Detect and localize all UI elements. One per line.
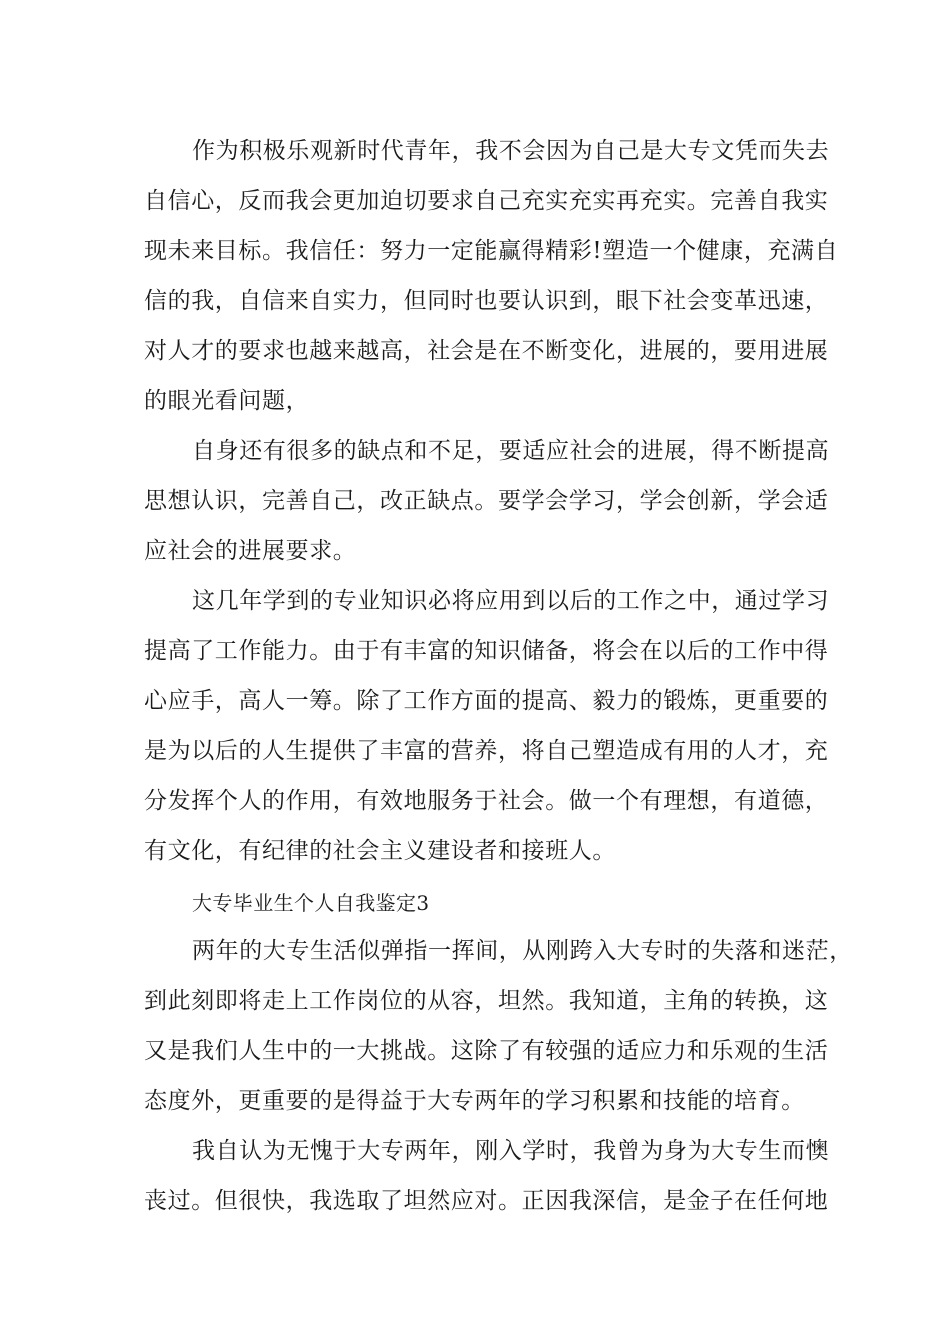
paragraph-4-line-4: 态度外，更重要的是得益于大专两年的学习积累和技能的培育。	[144, 1088, 805, 1114]
paragraph-1-line-6: 的眼光看问题，	[144, 388, 310, 414]
paragraph-4-line-1: 两年的大专生活似弹指一挥间，从刚跨入大专时的失落和迷茫，	[192, 938, 853, 964]
paragraph-4-line-2: 到此刻即将走上工作岗位的从容，坦然。我知道，主角的转换，这	[144, 988, 829, 1014]
paragraph-3-line-5: 分发挥个人的作用，有效地服务于社会。做一个有理想，有道德，	[144, 788, 829, 814]
paragraph-1-line-1: 作为积极乐观新时代青年，我不会因为自己是大专文凭而失去	[192, 138, 830, 164]
paragraph-4-line-3: 又是我们人生中的一大挑战。这除了有较强的适应力和乐观的生活	[144, 1038, 829, 1064]
paragraph-3-line-6: 有文化，有纪律的社会主义建设者和接班人。	[144, 838, 616, 864]
paragraph-1-line-4: 信的我，自信来自实力，但同时也要认识到，眼下社会变革迅速，	[144, 288, 829, 314]
section-heading: 大专毕业生个人自我鉴定3	[192, 891, 430, 915]
paragraph-2-line-2: 思想认识，完善自己，改正缺点。要学会学习，学会创新，学会适	[144, 488, 829, 514]
paragraph-5-line-2: 丧过。但很快，我选取了坦然应对。正因我深信，是金子在任何地	[144, 1188, 829, 1214]
paragraph-2-line-3: 应社会的进展要求。	[144, 538, 357, 564]
paragraph-3-line-3: 心应手，高人一筹。除了工作方面的提高、毅力的锻炼，更重要的	[144, 688, 829, 714]
paragraph-3-line-2: 提高了工作能力。由于有丰富的知识储备，将会在以后的工作中得	[144, 638, 829, 664]
paragraph-1-line-5: 对人才的要求也越来越高，社会是在不断变化，进展的，要用进展	[144, 338, 829, 364]
paragraph-1-line-3: 现未来目标。我信任：努力一定能赢得精彩!塑造一个健康，充满自	[144, 238, 839, 264]
paragraph-1-line-2: 自信心，反而我会更加迫切要求自己充实充实再充实。完善自我实	[144, 188, 829, 214]
paragraph-3-line-4: 是为以后的人生提供了丰富的营养，将自己塑造成有用的人才，充	[144, 738, 829, 764]
paragraph-2-line-1: 自身还有很多的缺点和不足，要适应社会的进展，得不断提高	[192, 438, 830, 464]
paragraph-3-line-1: 这几年学到的专业知识必将应用到以后的工作之中，通过学习	[192, 588, 830, 614]
paragraph-5-line-1: 我自认为无愧于大专两年，刚入学时，我曾为身为大专生而懊	[192, 1138, 830, 1164]
